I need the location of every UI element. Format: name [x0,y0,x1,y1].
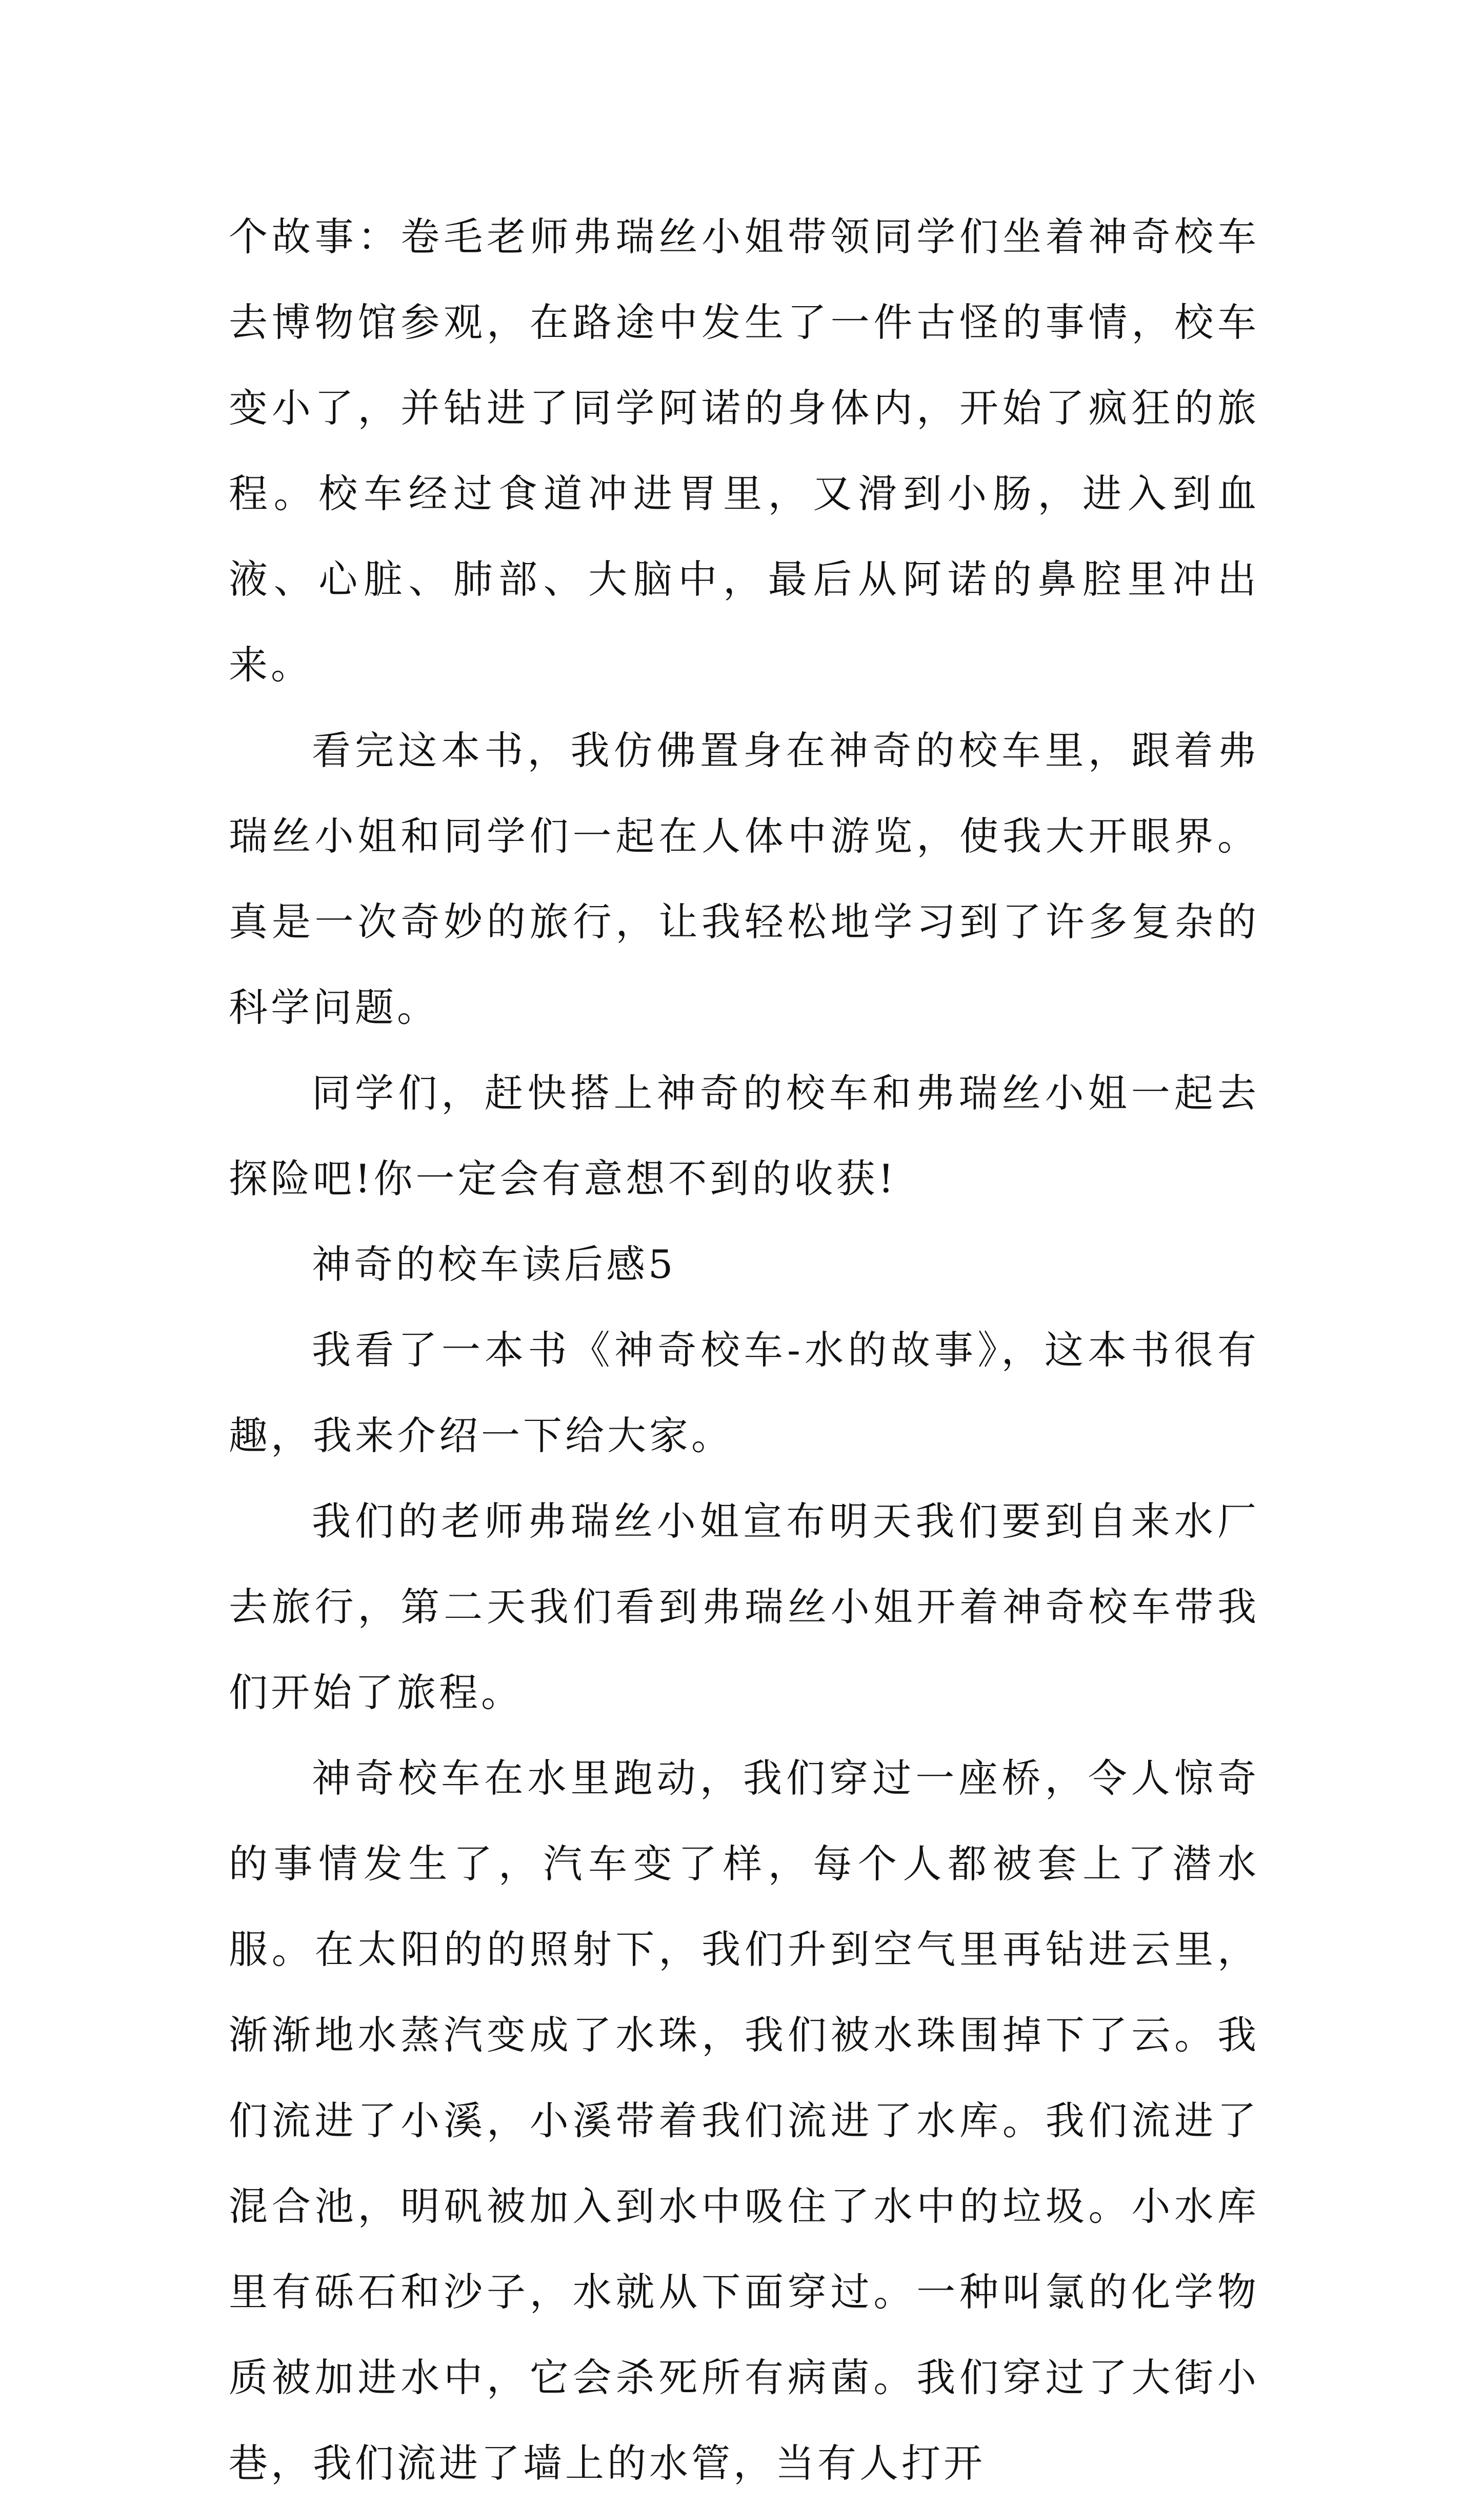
section-heading: 神奇的校车读后感5 [312,1241,676,1287]
paragraph-story-summary: 个故事：卷毛老师弗瑞丝小姐带领同学们坐着神奇校车去博物馆参观，在路途中发生了一件古怪的事情，校车变小了，并钻进了同学阿诺的身体内，开始了疯狂的旅程。校车经过食道冲进胃里，又滑到小肠，进入到血液、心脏、肺部、大脑中，最后从阿诺的鼻腔里冲出来。 [229,214,1259,688]
paragraph-trip-announcement: 我们的老师弗瑞丝小姐宣布明天我们要到自来水厂去旅行，第二天我们看到弗瑞丝小姐开着神奇校车带我们开始了旅程。 [229,1498,1259,1715]
paragraph-book-intro: 我看了一本书《神奇校车-水的故事》，这本书很有趣，我来介绍一下给大家。 [229,1327,1259,1458]
paragraph-water-journey: 神奇校车在水里跑动，我们穿过一座桥，令人惊奇的事情发生了，汽车变了样，每个人都被套上了潜水服。在太阳的的照射下，我们升到空气里再钻进云里，渐渐地水蒸汽变成了水珠，我们被水珠围掉下了云。我们流进了小溪，小溪带着我们流进了水库。我们流进了混合池，明矾被加入到水中吸住了水中的垃圾。小水库里有砾石和沙子，水就从下面穿过。一种叫氯的化学物质被加进水中，它会杀死所有病菌。我们穿过了大街小巷，我们流进了墙上的水管，当有人打开 [229,1755,1259,2486]
paragraph-reflection: 看完这本书，我仿佛置身在神奇的校车里，跟着弗瑞丝小姐和同学们一起在人体中游览，使我大开眼界。真是一次奇妙的旅行，让我轻松地学习到了许多复杂的科学问题。 [229,728,1259,1030]
article-body [229,194,1259,2506]
paragraph-invitation: 同学们，赶快搭上神奇的校车和弗瑞丝小姐一起去探险吧!你一定会有意想不到的收获! [229,1070,1259,1201]
